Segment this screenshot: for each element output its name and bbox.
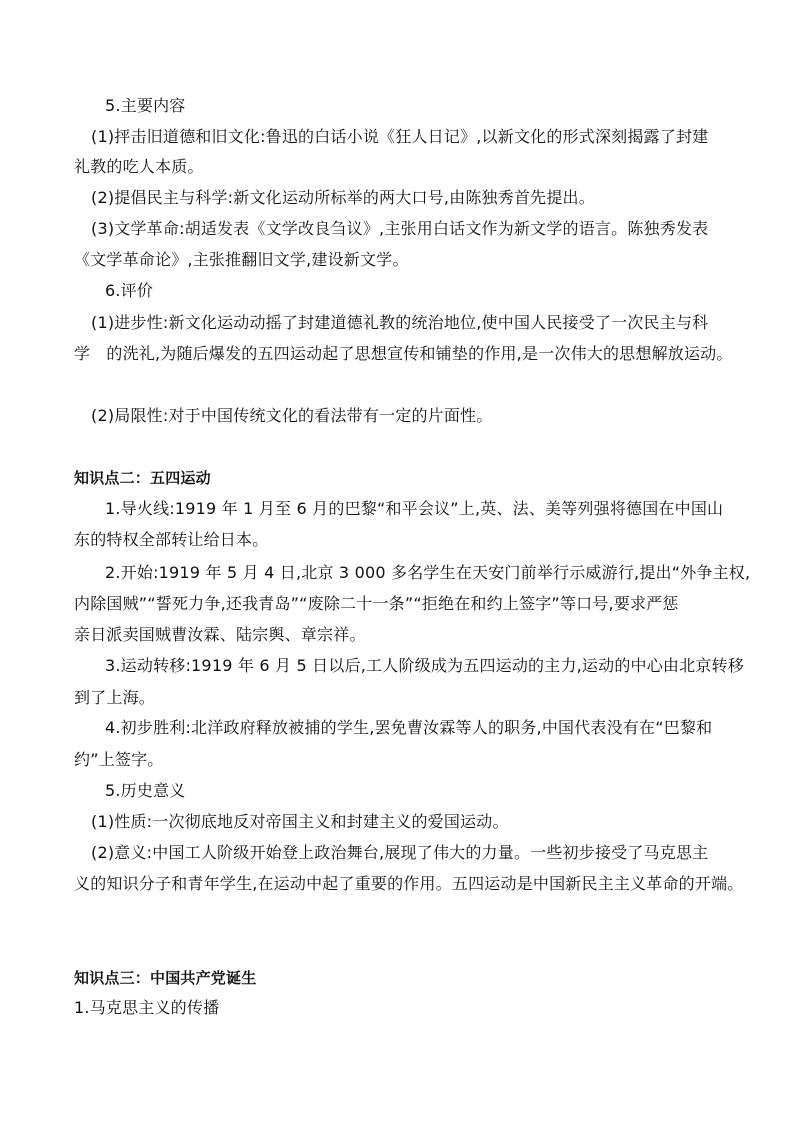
evaluation-1-line-2: 学 的洗礼,为随后爆发的五四运动起了思想宣传和铺垫的作用,是一次伟大的思想解放运动。 xyxy=(74,344,733,363)
significance-meaning-line-1: (2)意义:中国工人阶级开始登上政治舞台,展现了伟大的力量。一些初步接受了马克思主 xyxy=(91,843,709,862)
may-fourth-item-4-line-1: 4.初步胜利:北洋政府释放被捕的学生,罢免曹汝霖等人的职务,中国代表没有在“巴黎和 xyxy=(105,718,713,737)
content-point-3-line-2: 《文学革命论》,主张推翻旧文学,建设新文学。 xyxy=(74,250,409,269)
significance-nature: (1)性质:一次彻底地反对帝国主义和封建主义的爱国运动。 xyxy=(91,812,509,831)
item-6-title: 6.评价 xyxy=(105,281,154,300)
section-heading-may-fourth: 知识点二：五四运动 xyxy=(74,469,211,487)
may-fourth-item-5-title: 5.历史意义 xyxy=(105,781,186,800)
cpc-item-1: 1.马克思主义的传播 xyxy=(74,998,220,1017)
significance-meaning-line-2: 义的知识分子和青年学生,在运动中起了重要的作用。五四运动是中国新民主主义革命的开端。 xyxy=(74,874,744,893)
may-fourth-item-1-line-1: 1.导火线:1919 年 1 月至 6 月的巴黎“和平会议”上,英、法、美等列强将德国在中国山 xyxy=(105,499,724,518)
may-fourth-item-1-line-2: 东的特权全部转让给日本。 xyxy=(74,530,269,549)
may-fourth-item-2-line-2: 内除国贼”“誓死力争,还我青岛”“废除二十一条”“拒绝在和约上签字”等口号,要求严惩 xyxy=(74,594,679,613)
content-point-1-line-2: 礼教的吃人本质。 xyxy=(74,157,204,176)
may-fourth-item-2-line-1: 2.开始:1919 年 5 月 4 日,北京 3 000 多名学生在天安门前举行示威游行,提出“外争主权, xyxy=(105,563,751,582)
may-fourth-item-4-line-2: 约”上签字。 xyxy=(74,750,164,769)
section-heading-cpc-founding: 知识点三：中国共产党诞生 xyxy=(74,969,257,987)
may-fourth-item-3-line-2: 到了上海。 xyxy=(74,688,156,707)
may-fourth-item-2-line-3: 亲日派卖国贼曹汝霖、陆宗舆、章宗祥。 xyxy=(74,625,366,644)
evaluation-2: (2)局限性:对于中国传统文化的看法带有一定的片面性。 xyxy=(91,406,493,425)
content-point-1-line-1: (1)抨击旧道德和旧文化:鲁迅的白话小说《狂人日记》,以新文化的形式深刻揭露了封建 xyxy=(91,127,709,146)
content-point-2: (2)提倡民主与科学:新文化运动所标举的两大口号,由陈独秀首先提出。 xyxy=(91,188,595,207)
evaluation-1-line-1: (1)进步性:新文化运动动摇了封建道德礼教的统治地位,使中国人民接受了一次民主与科 xyxy=(91,313,709,332)
item-5-title: 5.主要内容 xyxy=(105,96,186,115)
content-point-3-line-1: (3)文学革命:胡适发表《文学改良刍议》,主张用白话文作为新文学的语言。陈独秀发表 xyxy=(91,219,709,238)
may-fourth-item-3-line-1: 3.运动转移:1919 年 6 月 5 日以后,工人阶级成为五四运动的主力,运动的中心由北京转移 xyxy=(105,656,744,675)
